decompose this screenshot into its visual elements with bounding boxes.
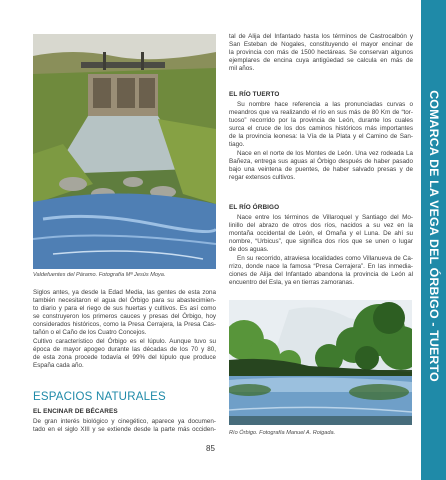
photo-rio-orbigo xyxy=(229,300,412,425)
side-title-comarca: COMARCA DE LA VEGA DEL ÓRBIGO - TUERTO xyxy=(426,90,441,382)
paragraph-lupulo: Cultivo característico del Órbigo es el lúpulo. Aunque tuvo su época de mayor apogeo durante las décadas de los 70 y 80, de esta zona procede todavía el 99% del lúpulo que produce España cada año. xyxy=(33,338,216,370)
paragraph-tuerto-nombre: Su nombre hace referencia a las pronunciadas curvas o meandros que va realizando el río en sus más de 80 Km de “tor- tuoso” recorrido por la provincia de León, durante los cuales surca el cruce de los dos caminos históricos más importantes de la provincia leonesa: la Vía de la Plata y el Camino de San- tiago. xyxy=(229,101,413,149)
section-title-espacios-naturales: ESPACIOS NATURALES xyxy=(33,391,166,403)
photo-caption-rio-orbigo: Río Órbigo. Fotografía Manuel A. Roigada. xyxy=(229,430,336,436)
paragraph-edad-media: Siglos antes, ya desde la Edad Media, las gentes de esta zona también necesitaron el agua del Órbigo para su abastecimien- to diario y para el riego de sus huertas y cultivos. Es así como se construyeron los primeros cauces y presas del Órbigo, hoy considerados históricos, como la Presa Cerrajera, la Presa Cas- tañón o el Caño de los Cuatro Concejos. xyxy=(33,289,216,337)
photo-caption-valdefuentes: Valdefuentes del Páramo. Fotografía Mª Jesús Moya. xyxy=(33,272,166,278)
paragraph-encinar: De gran interés biológico y cinegético, aparece ya documen- tado en el siglo XIII y se extiende desde la parte más occiden- xyxy=(33,418,216,434)
page-number: 85 xyxy=(206,444,215,453)
paragraph-tuerto-nace: Nace en el norte de los Montes de León. Una vez rodeada La Bañeza, entrega sus aguas al Órbigo después de haber pasado bajo una veintena de puentes, de haber salvado presas y de regar extensos cultivos. xyxy=(229,150,413,182)
photo-valdefuentes xyxy=(33,34,216,269)
paragraph-orbigo-nace: Nace entre los términos de Villaroquel y Santiago del Mo- linillo del abrazo de otros dos ríos, nacidos a su vez en la montaña occidental de León, el Omaña y el Luna. De ahí su nombre, “Urbicus”, que significa dos ríos que se unen o lugar de dos aguas. xyxy=(229,214,413,254)
photo-valdefuentes-image xyxy=(33,34,216,269)
heading-rio-orbigo: EL RÍO ÓRBIGO xyxy=(229,204,280,211)
paragraph-orbigo-recorrido: En su recorrido, atraviesa localidades como Villanueva de Ca- rrizo, donde nace la famosa “Presa Cerrajera”. En las inmedia- ciones de Alija del Infantado abandona la provincia de León al encuentro del Esla, ya en tierras zamoranas. xyxy=(229,255,413,287)
photo-rio-orbigo-image xyxy=(229,300,412,425)
heading-rio-tuerto: EL RÍO TUERTO xyxy=(229,91,280,98)
paragraph-encinar-cont: tal de Alija del Infantado hasta los términos de Castrocalbón y San Esteban de Nogales, constituyendo el mayor encinar de la provincia con más de 1500 hectáreas. Se conservan algunos ejemplares de encina cuya antigüedad se calcula en más de mil años. xyxy=(229,33,413,73)
heading-encinar-becares: EL ENCINAR DE BÉCARES xyxy=(33,408,118,415)
